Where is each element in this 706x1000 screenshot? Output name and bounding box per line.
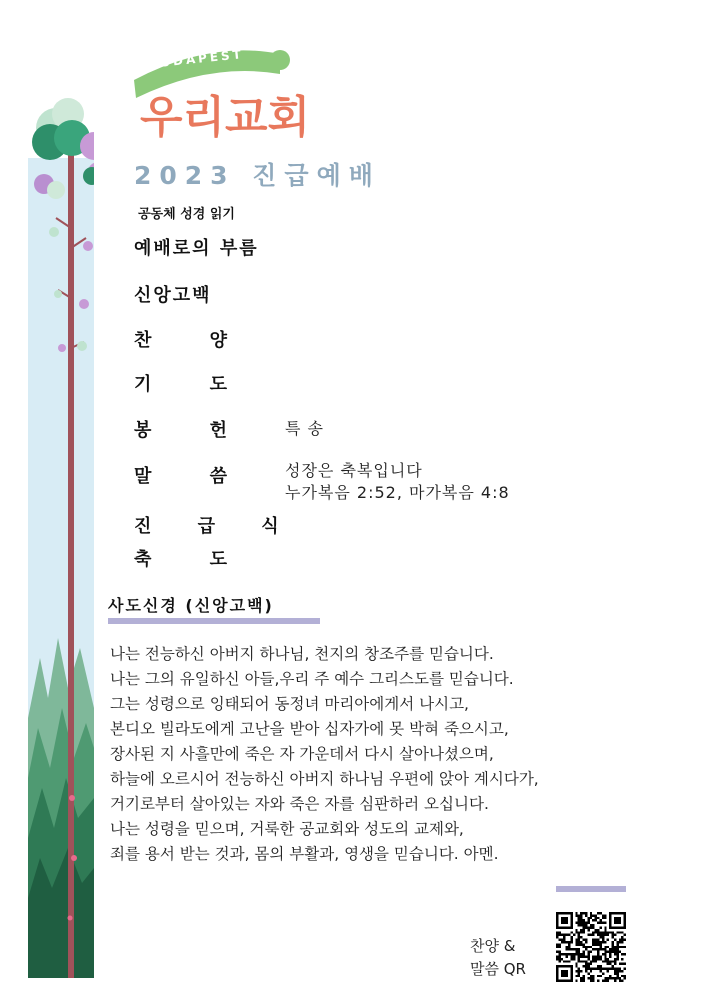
- offering-detail: 특 송: [285, 419, 324, 438]
- order-prayer: 기 도: [134, 374, 254, 395]
- creed-line: 죄를 용서 받는 것과, 몸의 부활과, 영생을 믿습니다. 아멘.: [110, 845, 499, 863]
- qr-label-line2: 말씀 QR: [470, 960, 526, 978]
- creed-line: 나는 전능하신 아버지 하나님, 천지의 창조주를 믿습니다.: [110, 645, 494, 663]
- logo-main-text: 우리교회: [140, 92, 311, 140]
- creed-line: 그는 성령으로 잉태되어 동정녀 마리아에게서 나시고,: [110, 695, 469, 713]
- sermon-scripture: 누가복음 2:52, 마가복음 4:8: [285, 483, 510, 502]
- creed-line: 장사된 지 사흘만에 죽은 자 가운데서 다시 살아나셨으며,: [110, 745, 494, 763]
- creed-text: [110, 642, 690, 867]
- creed-line: 하늘에 오르시어 전능하신 아버지 하나님 우편에 앉아 계시다가,: [110, 770, 539, 788]
- tree-illustration: [28, 98, 94, 978]
- subtitle: 공동체 성경 읽기: [138, 207, 235, 222]
- order-call-to-worship: 예배로의 부름: [134, 238, 259, 259]
- logo-arc-text: BUDAPEST: [147, 47, 245, 71]
- qr-code[interactable]: [556, 912, 626, 982]
- creed-line: 본디오 빌라도에게 고난을 받아 십자가에 못 박혀 죽으시고,: [110, 720, 509, 738]
- creed-line: 나는 성령을 믿으며, 거룩한 공교회와 성도의 교제와,: [110, 820, 464, 838]
- order-benediction: 축 도: [134, 549, 254, 570]
- order-confession: 신앙고백: [134, 285, 212, 306]
- creed-underline: [108, 618, 320, 624]
- sermon-title: 성장은 축복입니다: [285, 461, 423, 480]
- order-offering: 봉 헌: [134, 420, 254, 441]
- order-promotion: 진 급 식: [134, 516, 299, 537]
- qr-label: [470, 935, 526, 981]
- creed-line: 나는 그의 유일하신 아들,우리 주 예수 그리스도를 믿습니다.: [110, 670, 514, 688]
- creed-line: 거기로부터 살아있는 자와 죽은 자를 심판하러 오십니다.: [110, 795, 489, 813]
- page-title: 2023 진급예배: [134, 161, 381, 190]
- footer-divider: [556, 886, 626, 892]
- order-praise: 찬 양: [134, 330, 254, 351]
- qr-label-line1: 찬양 &: [470, 937, 516, 955]
- creed-title: 사도신경 (신앙고백): [108, 596, 274, 615]
- order-sermon: 말 씀: [134, 466, 254, 487]
